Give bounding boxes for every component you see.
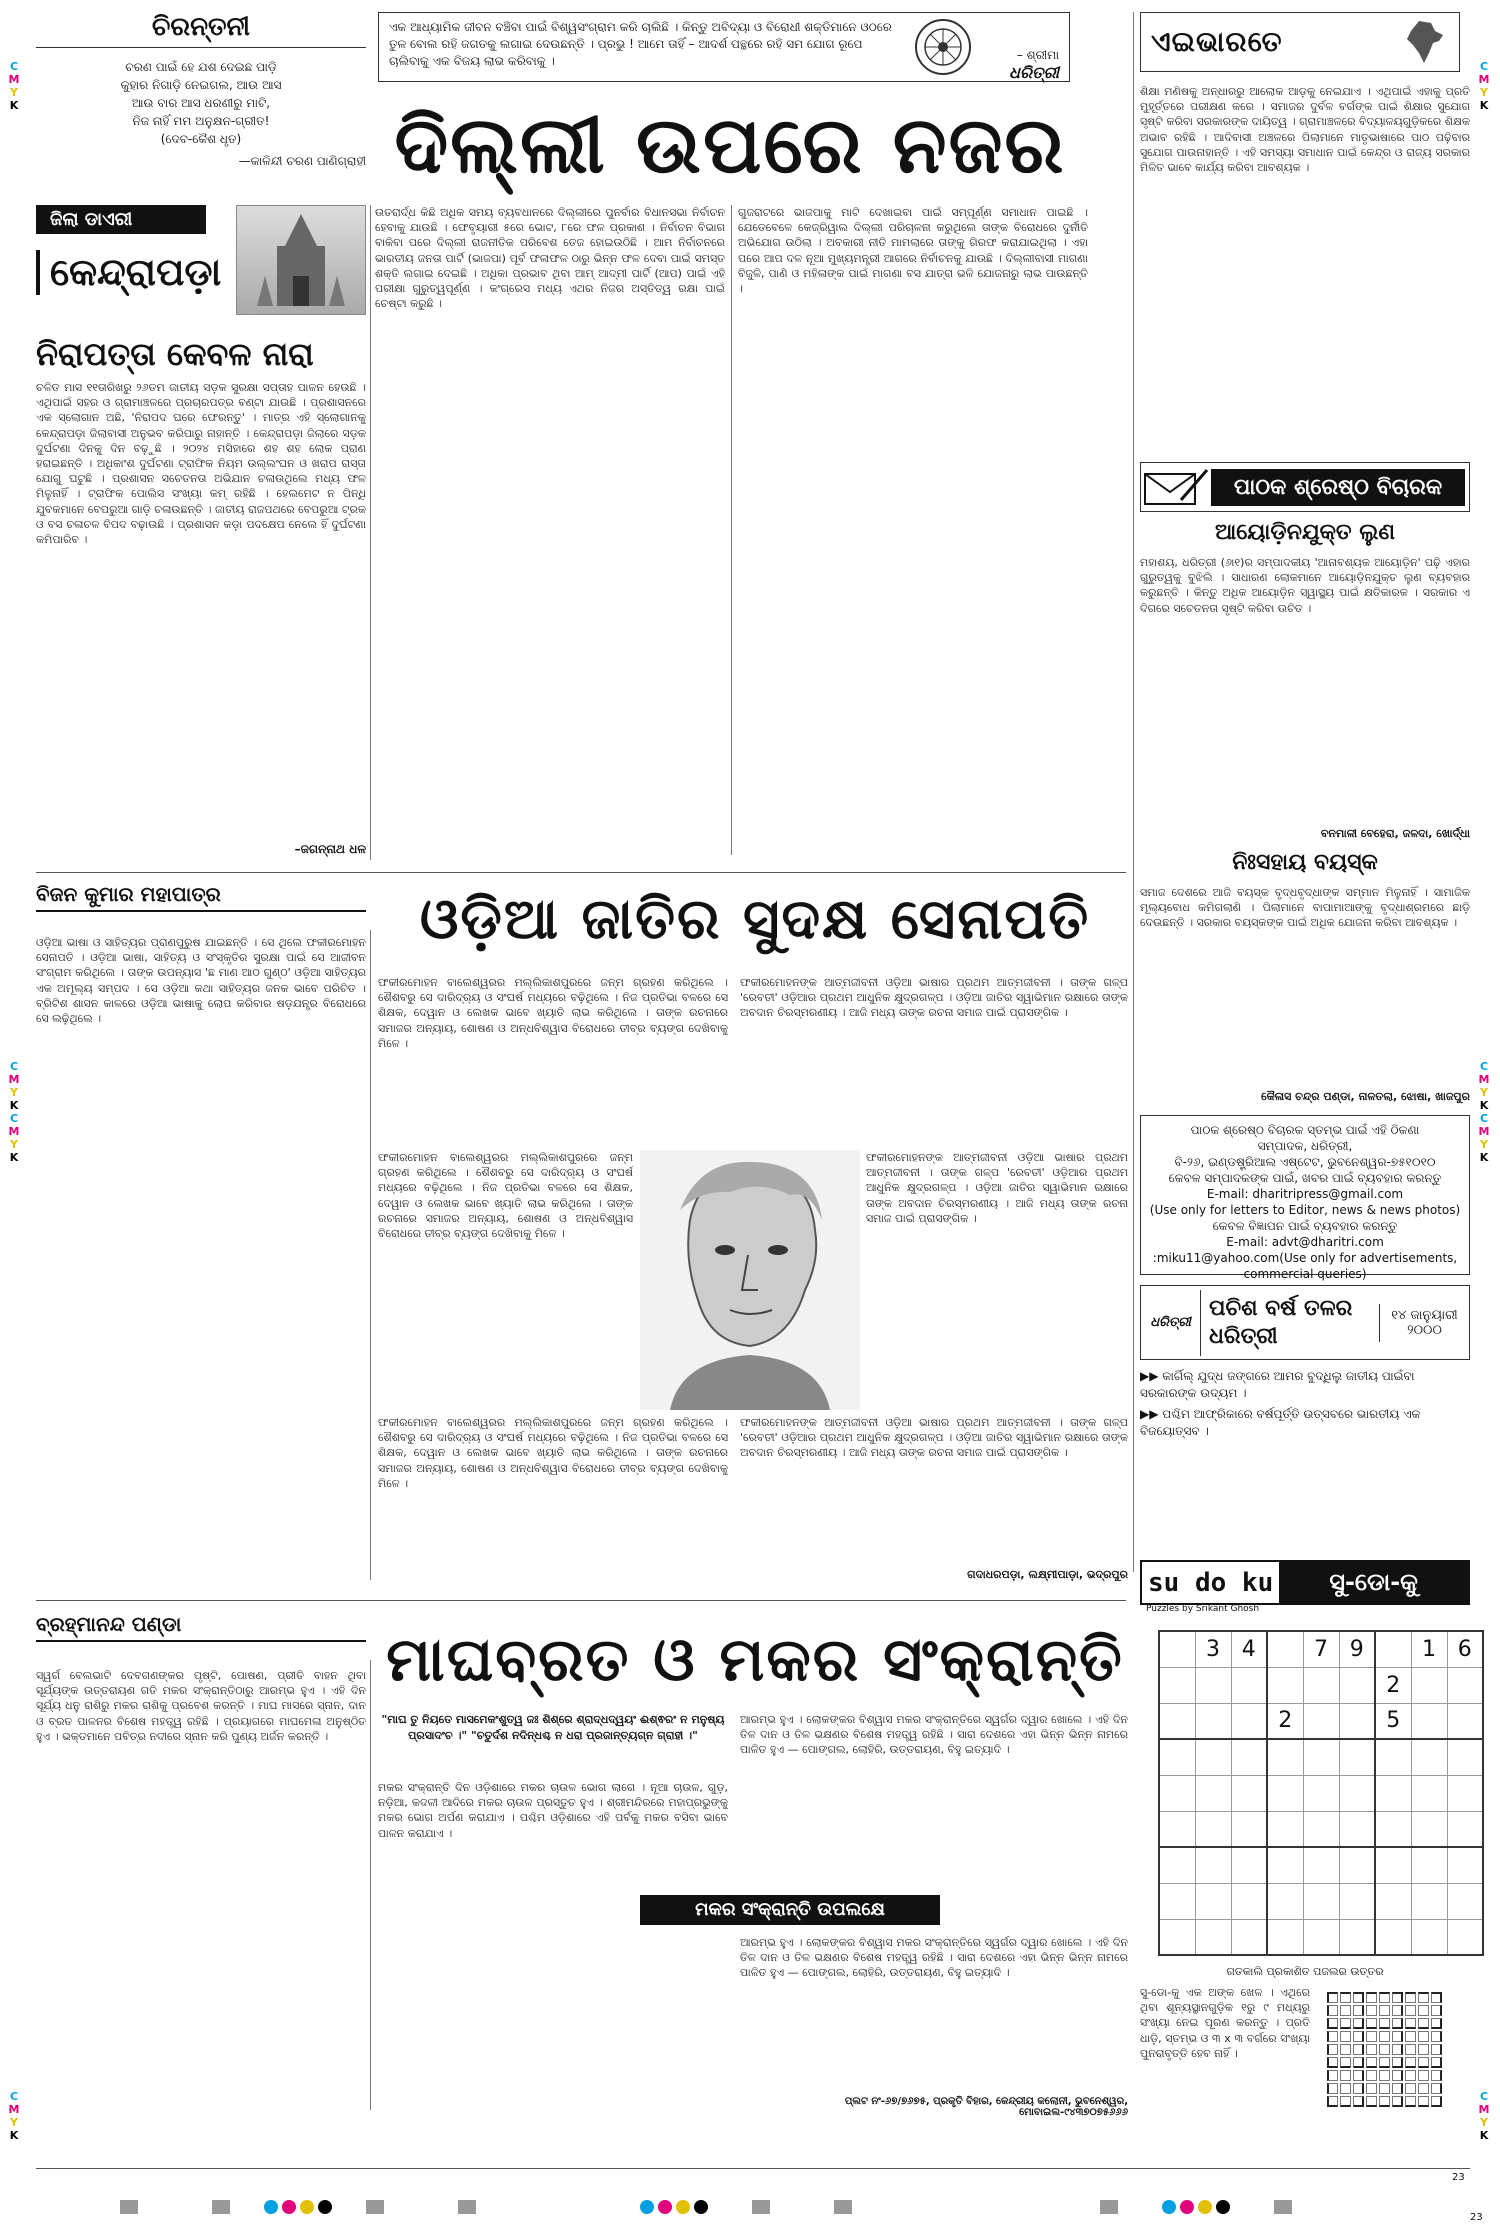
quote-author: – ଶ୍ରୀମା — [1016, 48, 1059, 62]
pachisa-label: ପଚିଶ ବର୍ଷ ତଳର ଧରିତ୍ରୀ — [1209, 1295, 1353, 1349]
senapati-body-2b: ଫକୀରମୋହନ ବାଲେଶ୍ୱରର ମଲ୍ଲିକାଶପୁରରେ ଜନ୍ମ ଗ୍ରହଣ କରିଥିଲେ । ଶୈଶବରୁ ସେ ଦାରିଦ୍ର୍ୟ ଓ ସଂଘର୍ଷ ମଧ୍ୟରେ ବଢ଼ିଥିଲେ । ନିଜ ପ୍ରତିଭା ବଳରେ ସେ ଶିକ୍ଷକ, ଦେୱାନ ଓ ଲେଖକ ଭାବେ ଖ୍ୟାତି ଲାଭ କରିଥିଲେ । ତାଙ୍କ ରଚନାରେ ସମାଜର ଅନ୍ୟାୟ, ଶୋଷଣ ଓ ଅନ୍ଧବିଶ୍ୱାସ ବିରୋଧରେ ତୀବ୍ର ବ୍ୟଙ୍ଗ ଦେଖିବାକୁ ମିଳେ । — [378, 1151, 633, 1241]
solution-cell — [1418, 2005, 1429, 2016]
solution-cell — [1392, 2070, 1403, 2081]
sudoku-cell[interactable] — [1339, 1667, 1375, 1703]
solution-cell — [1327, 2096, 1338, 2107]
sudoku-cell[interactable] — [1231, 1883, 1267, 1919]
solution-cell — [1392, 2057, 1403, 2068]
solution-cell — [1327, 2070, 1338, 2081]
registration-marks-right-bottom: C M Y K — [1478, 2090, 1490, 2142]
solution-cell — [1340, 2018, 1351, 2029]
contact-line: ବି-୨୬, ଇଣ୍ଡଷ୍ଟ୍ରିଆଲ ଏଷ୍ଟେଟ, ଭୁବନେଶ୍ୱର-୭୫୧୦୧୦ — [1174, 1155, 1436, 1169]
page-number: 23 — [1452, 2172, 1465, 2183]
solution-cell — [1431, 2057, 1442, 2068]
sudoku-cell[interactable] — [1267, 1883, 1303, 1919]
jilla-body: ଚଳିତ ମାସ ୧୧ତାରିଖରୁ ୨୬ତମ ଜାତୀୟ ସଡ଼କ ସୁରକ୍ଷା ସପ୍ତାହ ପାଳନ ହେଉଛି । ଏଥିପାଇଁ ସହର ଓ ଗ୍ରାମାଞ୍ଚଳରେ ପ୍ରଚାରପତ୍ର ବଣ୍ଟା ଯାଉଛି । ପ୍ରଶାସନରେ ଏକ ସ୍ଲୋଗାନ ଅଛି, 'ନିରାପଦ ଘରେ ଫେରନ୍ତୁ' । ମାତ୍ର ଏହି ସ୍ଲୋଗାନକୁ କେନ୍ଦ୍ରାପଡ଼ା ଜିଲାବାସୀ ଅନୁଭବ କରିପାରୁ ନାହାନ୍ତି । କେନ୍ଦ୍ରାପଡ଼ା ଜିଲାରେ ସଡ଼କ ଦୁର୍ଘଟଣା ଦିନକୁ ଦିନ ବଢ଼ୁଛି । ୨୦୨୪ ମସିହାରେ ଶହ ଶହ ଲୋକ ପ୍ରାଣ ହରାଇଛନ୍ତି । ଅଧିକାଂଶ ଦୁର୍ଘଟଣା ଟ୍ରାଫିକ ନିୟମ ଉଲ୍ଲଂଘନ ଓ ଖରାପ ରାସ୍ତା ଯୋଗୁ ଘଟୁଛି । ପ୍ରଶାସନ ସଚେତନତା ଅଭିଯାନ ଚଳାଉଥିଲେ ମଧ୍ୟ ଫଳ ମିଳୁନାହିଁ । ଟ୍ରାଫିକ ପୋଲିସ ସଂଖ୍ୟା କମ୍ ରହିଛି । ହେଲମେଟ ନ ପିନ୍ଧି ଯୁବକମାନେ ବେପରୁଆ ଗାଡ଼ି ଚଳାଉଛନ୍ତି । ଜାତୀୟ ରାଜପଥରେ ବେପରୁଆ ଟ୍ରକ ଓ ବସ ଚଳାଚଳ ବିପଦ ବଢ଼ାଉଛି । ପ୍ରଶାସନ କଡ଼ା ପଦକ୍ଷେପ ନେଲେ ହିଁ ଦୁର୍ଘଟଣା କମିପାରିବ । — [36, 381, 366, 547]
contact-line: ସମ୍ପାଦକ, ଧରିତ୍ରୀ, — [1257, 1139, 1353, 1153]
sudoku-cell[interactable] — [1267, 1811, 1303, 1847]
sudoku-logo: su do ku — [1148, 1567, 1274, 1598]
solution-cell — [1392, 2083, 1403, 2094]
solution-cell — [1379, 2057, 1390, 2068]
sudoku-cell[interactable] — [1339, 1739, 1375, 1775]
solution-cell — [1353, 2044, 1364, 2055]
sudoku-cell[interactable] — [1231, 1811, 1267, 1847]
registration-marks-left-mid: C M Y K C M Y K — [8, 1060, 20, 1164]
solution-cell — [1340, 1992, 1351, 2003]
sudoku-cell[interactable] — [1195, 1775, 1231, 1811]
pachisa-item: ▶▶ କାର୍ଗିଲ୍ ଯୁଦ୍ଧ ଜଙ୍ଗରେ ଆମର ବୁଦ୍ଧିଲୁ ଜାତୀୟ ପାଇଁବା ସରକାରଙ୍କ ଉଦ୍ୟମ । — [1140, 1369, 1415, 1400]
senapati-body-2: ଫକୀରମୋହନ ବାଲେଶ୍ୱରର ମଲ୍ଲିକାଶପୁରରେ ଜନ୍ମ ଗ୍ରହଣ କରିଥିଲେ । ଶୈଶବରୁ ସେ ଦାରିଦ୍ର୍ୟ ଓ ସଂଘର୍ଷ ମଧ୍ୟରେ ବଢ଼ିଥିଲେ । ନିଜ ପ୍ରତିଭା ବଳରେ ସେ ଶିକ୍ଷକ, ଦେୱାନ ଓ ଲେଖକ ଭାବେ ଖ୍ୟାତି ଲାଭ କରିଥିଲେ । ତାଙ୍କ ରଚନାରେ ସମାଜର ଅନ୍ୟାୟ, ଶୋଷଣ ଓ ଅନ୍ଧବିଶ୍ୱାସ ବିରୋଧରେ ତୀବ୍ର ବ୍ୟଙ୍ଗ ଦେଖିବାକୁ ମିଳେ । — [378, 976, 728, 1050]
solution-cell — [1418, 2057, 1429, 2068]
sudoku-cell[interactable] — [1447, 1667, 1483, 1703]
sudoku-cell[interactable] — [1375, 1847, 1411, 1883]
solution-cell — [1392, 2005, 1403, 2016]
chakra-icon — [915, 19, 971, 75]
contact-line: (Use only for letters to Editor, news & news photos) — [1149, 1203, 1461, 1217]
senapati-body-2c: ଫକୀରମୋହନ ବାଲେଶ୍ୱରର ମଲ୍ଲିକାଶପୁରରେ ଜନ୍ମ ଗ୍ରହଣ କରିଥିଲେ । ଶୈଶବରୁ ସେ ଦାରିଦ୍ର୍ୟ ଓ ସଂଘର୍ଷ ମଧ୍ୟରେ ବଢ଼ିଥିଲେ । ନିଜ ପ୍ରତିଭା ବଳରେ ସେ ଶିକ୍ଷକ, ଦେୱାନ ଓ ଲେଖକ ଭାବେ ଖ୍ୟାତି ଲାଭ କରିଥିଲେ । ତାଙ୍କ ରଚନାରେ ସମାଜର ଅନ୍ୟାୟ, ଶୋଷଣ ଓ ଅନ୍ଧବିଶ୍ୱାସ ବିରୋଧରେ ତୀବ୍ର ବ୍ୟଙ୍ଗ ଦେଖିବାକୁ ମିଳେ । — [378, 1416, 728, 1490]
sudoku-cell[interactable] — [1339, 1775, 1375, 1811]
chirantani-box — [36, 12, 366, 190]
sudoku-solution-grid — [1325, 1990, 1444, 2109]
sudoku-cell[interactable] — [1159, 1775, 1195, 1811]
contact-line: E-mail: dharitripress@gmail.com — [1206, 1187, 1404, 1201]
solution-cell — [1431, 2018, 1442, 2029]
temple-photo — [236, 205, 366, 315]
sudoku-cell[interactable] — [1159, 1703, 1195, 1739]
envelope-pen-icon — [1141, 466, 1211, 508]
sudoku-cell[interactable] — [1159, 1631, 1195, 1667]
sudoku-cell[interactable] — [1267, 1631, 1303, 1667]
pachisa-date: ୧୪ ଜାନୁୟାରୀ ୨୦୦୦ — [1379, 1304, 1469, 1342]
chirantani-poem — [36, 58, 366, 148]
chirantani-line: ଚରଣ ପାଇଁ ହେ ଯଶ ଦେଇଛ ପାଡ଼ି — [125, 60, 277, 74]
sudoku-cell[interactable] — [1231, 1739, 1267, 1775]
magha-headline: ମାଘବ୍ରତ ଓ ମକର ସଂକ୍ରାନ୍ତି — [386, 1625, 1124, 1695]
color-bar-center — [640, 2200, 856, 2214]
solution-cell — [1392, 2044, 1403, 2055]
sudoku-cell[interactable] — [1231, 1919, 1267, 1955]
sudoku-cell[interactable] — [1303, 1847, 1339, 1883]
letter2-title: ନିଃସହାୟ ବୟସ୍କ — [1232, 850, 1378, 875]
solution-cell — [1340, 2057, 1351, 2068]
solution-cell — [1379, 2005, 1390, 2016]
solution-cell — [1366, 2031, 1377, 2042]
senapati-body-3: ଫକୀରମୋହନଙ୍କ ଆତ୍ମଜୀବନୀ ଓଡ଼ିଆ ଭାଷାର ପ୍ରଥମ ଆତ୍ମଜୀବନୀ । ତାଙ୍କ ଗଳ୍ପ 'ରେବତୀ' ଓଡ଼ିଆର ପ୍ରଥମ ଆଧୁନିକ କ୍ଷୁଦ୍ରଗଳ୍ପ । ଓଡ଼ିଆ ଜାତିର ସ୍ୱାଭିମାନ ରକ୍ଷାରେ ତାଙ୍କ ଅବଦାନ ଚିରସ୍ମରଣୀୟ । ଆଜି ମଧ୍ୟ ତାଙ୍କ ରଚନା ସମାଜ ପାଇଁ ପ୍ରାସଙ୍ଗିକ । — [740, 976, 1128, 1020]
sudoku-cell[interactable] — [1303, 1775, 1339, 1811]
solution-cell — [1418, 2044, 1429, 2055]
solution-cell — [1366, 2070, 1377, 2081]
india-map-icon — [1399, 17, 1449, 67]
solution-cell — [1340, 2070, 1351, 2081]
solution-cell — [1392, 1992, 1403, 2003]
magha-author: ବ୍ରହ୍ମାନନ୍ଦ ପଣ୍ଡା — [36, 1612, 366, 1642]
sudoku-cell[interactable] — [1447, 1703, 1483, 1739]
sudoku-cell[interactable] — [1303, 1739, 1339, 1775]
right-lead-text: ଶିକ୍ଷା ମଣିଷକୁ ଅନ୍ଧାରରୁ ଆଲୋକ ଆଡ଼କୁ ନେଇଯାଏ । ଏଥିପାଇଁ ଏହାକୁ ପ୍ରତି ମୁହୂର୍ତ୍ତରେ ପରୀକ୍ଷଣ କରେ । ସମାଜର ଦୁର୍ବଳ ବର୍ଗଙ୍କ ପାଇଁ ଶିକ୍ଷାର ସୁଯୋଗ ସୃଷ୍ଟି କରିବା ସରକାରଙ୍କ ଦାୟିତ୍ୱ । ଗ୍ରାମାଞ୍ଚଳରେ ବିଦ୍ୟାଳୟଗୁଡ଼ିକରେ ଶିକ୍ଷକ ଅଭାବ ରହିଛି । ଆଦିବାସୀ ଅଞ୍ଚଳରେ ପିଲାମାନେ ମାତୃଭାଷାରେ ପାଠ ପଢ଼ିବାର ସୁଯୋଗ ପାଉନାହାନ୍ତି । ଏହି ସମସ୍ୟା ସମାଧାନ ପାଇଁ କେନ୍ଦ୍ର ଓ ରାଜ୍ୟ ସରକାର ମିଳିତ ଭାବେ କାର୍ଯ୍ୟ କରିବା ଆବଶ୍ୟକ । — [1140, 85, 1470, 175]
chirantani-title: ଚିରନ୍ତନୀ — [36, 12, 366, 48]
letter2-author: କୈଳାସ ଚନ୍ଦ୍ର ପଣ୍ଡା, ନାଳତଲା, ଝୋଷା, ଖାଜପୁର — [1261, 1090, 1470, 1103]
solution-cell — [1418, 2018, 1429, 2029]
sudoku-cell[interactable] — [1159, 1811, 1195, 1847]
solution-cell — [1353, 2031, 1364, 2042]
solution-cell — [1431, 2031, 1442, 2042]
sudoku-cell[interactable] — [1411, 1775, 1447, 1811]
sudoku-cell[interactable] — [1447, 1883, 1483, 1919]
magha-body-3: ଆରମ୍ଭ ହୁଏ । ଲୋକଙ୍କର ବିଶ୍ୱାସ ମକର ସଂକ୍ରାନ୍ତିରେ ସ୍ୱର୍ଗର ଦ୍ୱାର ଖୋଲେ । ଏହି ଦିନ ତିଳ ଦାନ ଓ ତିଳ ଭକ୍ଷଣର ବିଶେଷ ମହତ୍ତ୍ୱ ରହିଛି । ସାରା ଦେଶରେ ଏହା ଭିନ୍ନ ଭିନ୍ନ ନାମରେ ପାଳିତ ହୁଏ — ପୋଙ୍ଗଲ, ଲୋହିରି, ଉତ୍ତରାୟଣ, ବିହୁ ଇତ୍ୟାଦି । — [740, 1713, 1128, 1757]
sudoku-cell[interactable] — [1267, 1847, 1303, 1883]
letter1-author: ବନମାଳୀ ବେହେରା, ଜଳଦା, ଖୋର୍ଦ୍ଧା — [1320, 827, 1470, 840]
contact-line: :miku11@yahoo.com(Use only for advertisements, commercial queries) — [1152, 1251, 1458, 1281]
ejbharat-logo-box — [1140, 12, 1460, 72]
sudoku-answer-note: ଗତକାଲି ପ୍ରକାଶିତ ପଜଲର ଉତ୍ତର — [1226, 1965, 1384, 1978]
contact-line: କେବଳ ବିଜ୍ଞାପନ ପାଇଁ ବ୍ୟବହାର କରନ୍ତୁ — [1212, 1219, 1398, 1233]
sudoku-cell[interactable] — [1159, 1883, 1195, 1919]
sudoku-header — [1140, 1560, 1470, 1605]
chirantani-line: (ଦେବ-କୈଶ ଧୃତ) — [160, 132, 242, 146]
sudoku-cell[interactable] — [1267, 1775, 1303, 1811]
solution-cell — [1392, 2031, 1403, 2042]
sudoku-cell[interactable] — [1195, 1847, 1231, 1883]
solution-cell — [1405, 2057, 1416, 2068]
sudoku-cell[interactable] — [1339, 1811, 1375, 1847]
sudoku-cell[interactable] — [1231, 1703, 1267, 1739]
lead-column-2: ଗୁଜରାଟରେ ଭାଜପାକୁ ମାଟି ଦେଖାଇବା ପାଇଁ ସମ୍ପୂର୍ଣ୍ଣ ସମାଧାନ ପାଇଛି । ଯେତେବେଳେ କେଜ୍ରିୱାଲ ଦିଲ୍ଲୀ ପରିଚାଳନା କରୁଥିଲେ ତାଙ୍କ ବିରୋଧରେ ଦୁର୍ନୀତି ଅଭିଯୋଗ ଉଠିଲା । ଅବକାରୀ ନୀତି ମାମଲାରେ ତାଙ୍କୁ ଗିରଫ କରାଯାଇଥିଲା । ଏହା ପରେ ଆପ ଦଳ ନୂଆ ମୁଖ୍ୟମନ୍ତ୍ରୀ ଆଗରେ ନିର୍ବାଚନକୁ ଯାଉଛି । ଦିଲ୍ଲୀବାସୀ ମାଗଣା ବିଜୁଳି, ପାଣି ଓ ମହିଳାଙ୍କ ପାଇଁ ମାଗଣା ବସ ଯାତ୍ରା ଭଳି ଯୋଜନାରୁ ଲାଭ ପାଉଛନ୍ତି । — [738, 206, 1088, 296]
solution-cell — [1353, 2096, 1364, 2107]
registration-marks-right-mid: C M Y K C M Y K — [1478, 1060, 1490, 1164]
sudoku-cell[interactable]: 6 — [1447, 1631, 1483, 1667]
dharitri-small-logo: ଧରିତ୍ରୀ — [1009, 63, 1059, 82]
solution-cell — [1353, 1992, 1364, 2003]
sudoku-cell[interactable] — [1447, 1775, 1483, 1811]
district-name: କେନ୍ଦ୍ରାପଡ଼ା — [36, 250, 366, 295]
sudoku-cell[interactable]: 4 — [1231, 1631, 1267, 1667]
registration-marks-left-top: C M Y K — [8, 60, 20, 112]
sudoku-cell[interactable] — [1231, 1847, 1267, 1883]
solution-cell — [1340, 2096, 1351, 2107]
sudoku-instructions: ସୁ-ଡୋ-କୁ ଏକ ଅଙ୍କ ଖେଳ । ଏଥିରେ ଥିବା ଶୂନ୍ୟସ୍ଥାନଗୁଡ଼ିକ ୧ରୁ ୯ ମଧ୍ୟରୁ ସଂଖ୍ୟା ନେଇ ପୂରଣ କରନ୍ତୁ । ପ୍ରତି ଧାଡ଼ି, ସ୍ତମ୍ଭ ଓ ୩ x ୩ ବର୍ଗରେ ସଂଖ୍ୟା ପୁନରାବୃତ୍ତି ହେବ ନାହିଁ । — [1140, 1986, 1310, 2060]
magha-body-2: ମକର ସଂକ୍ରାନ୍ତି ଦିନ ଓଡ଼ିଶାରେ ମକର ଚାଉଳ ଭୋଗ ଲାଗେ । ନୂଆ ଚାଉଳ, ଗୁଡ଼, ନଡ଼ିଆ, କଦଳୀ ଆଦିରେ ମକର ଚାଉଳ ପ୍ରସ୍ତୁତ ହୁଏ । ଶ୍ରୀମନ୍ଦିରରେ ମହାପ୍ରଭୁଙ୍କୁ ମକର ଭୋଗ ଅର୍ପଣ କରାଯାଏ । ପଶ୍ଚିମ ଓଡ଼ିଶାରେ ଏହି ପର୍ବକୁ ମକର ବସିବା ଭାବେ ପାଳନ କରାଯାଏ । — [378, 1781, 728, 1840]
sudoku-cell[interactable] — [1339, 1703, 1375, 1739]
sudoku-cell[interactable]: 7 — [1303, 1631, 1339, 1667]
color-bar-right — [1100, 2200, 1296, 2214]
sudoku-cell[interactable] — [1447, 1919, 1483, 1955]
solution-cell — [1379, 2083, 1390, 2094]
sudoku-cell[interactable] — [1267, 1919, 1303, 1955]
sudoku-cell[interactable]: 5 — [1375, 1703, 1411, 1739]
senapati-author: ବିଜନ କୁମାର ମହାପାତ୍ର — [36, 882, 366, 912]
sudoku-cell[interactable] — [1159, 1919, 1195, 1955]
pachisa-items — [1140, 1368, 1470, 1444]
sudoku-cell[interactable] — [1303, 1667, 1339, 1703]
solution-cell — [1353, 2070, 1364, 2081]
sudoku-cell[interactable] — [1339, 1847, 1375, 1883]
lead-column-1: ଉତରାର୍ଦ୍ଧ କିଛି ଅଧିକ ସମୟ ବ୍ୟବଧାନରେ ଦିଲ୍ଲୀରେ ପୁନର୍ବାର ବିଧାନସଭା ନିର୍ବାଚନ ହେବାକୁ ଯାଉଛି । ଫେବୃୟାରୀ ୫ରେ ଭୋଟ, ୮ରେ ଫଳ ପ୍ରକାଶ । ନିର୍ବାଚନ ବିଭାଗ ବାକିବା ପରେ ଦିଲ୍ଲୀ ରାଜନୀତିକ ପରିବେଶ ତେଜ ହୋଇଉଠିଛି । ଆମ ନିର୍ବାଚନରେ ଭାରତୀୟ ଜନତା ପାର୍ଟି (ଭାଜପା) ପୂର୍ବ ଫଳାଫଳ ଠାରୁ ଭିନ୍ନ ଫଳ ଦେବା ପାଇଁ ସମସ୍ତ ଶକ୍ତି ଲଗାଇ ଦେଇଛି । ଅଧିକା ପ୍ରଭାବ ଥିବା ଆମ୍ ଆଦ୍ମୀ ପାର୍ଟି (ଆପ) ପାଇଁ ଏହି ପରୀକ୍ଷା ଗୁରୁତ୍ୱପୂର୍ଣ୍ଣ । କଂଗ୍ରେସ ମଧ୍ୟ ଏଥର ନିଜର ଅସ୍ତିତ୍ୱ ରକ୍ଷା ପାଇଁ ଚେଷ୍ଟା କରୁଛି । — [375, 206, 725, 311]
solution-cell — [1418, 2083, 1429, 2094]
sudoku-cell[interactable] — [1411, 1739, 1447, 1775]
sudoku-cell[interactable] — [1411, 1919, 1447, 1955]
magha-quote: "ମାଘ ତୁ ନିୟତେ ମାସମେକଂଶୁତ୍ୱ ଜଃ ଶିଶ୍ରେ ଶ୍ରାଦ୍ଧଦ୍ୱୟଂ ଈଶ୍ଵରଂ ନ ମନୁଷ୍ୟ ପ୍ରସାଦଂଚ ।" "ଚତୁର୍ଦଶ ନଦିନ୍ଧଶ୍ଚ ନ ଧରା ପ୍ରଜାନ୍ତ୍ୟଗ୍ନ ଗ୍ରାହୀ ।" — [381, 1713, 725, 1742]
solution-cell — [1405, 2096, 1416, 2107]
solution-cell — [1379, 2096, 1390, 2107]
sudoku-cell[interactable] — [1303, 1703, 1339, 1739]
quote-text: ଏକ ଆଧ୍ୟାମିକ ଜୀବନ ବଞ୍ଚିବା ପାଇଁ ବିଶ୍ୱସଂଗ୍ରାମ କରି ଚାଲିଛି । କିନ୍ତୁ ଅବିଦ୍ୟା ଓ ବିରୋଧୀ ଶକ୍ତିମାନେ ଓଠରେ ତୁଳ ବୋଲ ରହି ଜଗତକୁ ଲଗାଇ ଦେଉଛନ୍ତି । ପ୍ରଭୁ ! ଆମେ ତାହିଁ – ଆଦର୍ଶ ପନ୍ଥରେ ରହି ସମ ଯୋଗ ରୂପେ ଚାଲିବାକୁ ଏକ ବିଜୟ ଲାଭ କରିବାକୁ । — [389, 20, 892, 68]
ejbharat-logo: ଏଇଭାରତେ — [1151, 25, 1283, 58]
sudoku-cell[interactable] — [1447, 1847, 1483, 1883]
sudoku-cell[interactable] — [1375, 1883, 1411, 1919]
solution-cell — [1327, 2005, 1338, 2016]
chirantani-line: ଆଉ ବାର ଆସ ଧରଣୀରୁ ମାଟି, — [131, 96, 271, 110]
sudoku-cell[interactable] — [1195, 1919, 1231, 1955]
sudoku-cell[interactable] — [1375, 1811, 1411, 1847]
solution-cell — [1405, 2018, 1416, 2029]
contact-line: ପାଠକ ଶ୍ରେଷ୍ଠ ବିଚାରକ ସ୍ତମ୍ଭ ପାଇଁ ଏହି ଠିକଣା — [1190, 1123, 1420, 1137]
sudoku-cell[interactable]: 1 — [1411, 1631, 1447, 1667]
sudoku-cell[interactable] — [1339, 1883, 1375, 1919]
sudoku-cell[interactable] — [1411, 1703, 1447, 1739]
sudoku-cell[interactable] — [1195, 1667, 1231, 1703]
sudoku-cell[interactable] — [1195, 1703, 1231, 1739]
sudoku-cell[interactable]: 9 — [1339, 1631, 1375, 1667]
sudoku-cell[interactable] — [1375, 1775, 1411, 1811]
solution-cell — [1405, 2070, 1416, 2081]
sudoku-cell[interactable] — [1231, 1775, 1267, 1811]
chirantani-line: ନିଜ ନାହିଁ ମମ ଅନୁକ୍ଷନ-ଗ୍ରୀତ! — [132, 114, 270, 128]
solution-cell — [1405, 2005, 1416, 2016]
solution-cell — [1431, 2083, 1442, 2094]
magha-banner: ମକର ସଂକ୍ରାନ୍ତି ଉପଲକ୍ଷେ — [640, 1895, 940, 1925]
solution-cell — [1353, 2057, 1364, 2068]
sudoku-cell[interactable] — [1159, 1847, 1195, 1883]
solution-cell — [1379, 2070, 1390, 2081]
contact-line: E-mail: advt@dharitri.com — [1226, 1235, 1384, 1249]
solution-cell — [1366, 2096, 1377, 2107]
sudoku-cell[interactable] — [1339, 1919, 1375, 1955]
pathaka-header — [1140, 462, 1470, 512]
sudoku-cell[interactable] — [1411, 1883, 1447, 1919]
solution-cell — [1366, 1992, 1377, 2003]
senapati-headline: ଓଡ଼ିଆ ଜାତିର ସୁଦକ୍ଷ ସେନାପତି — [419, 887, 1091, 952]
sudoku-cell[interactable] — [1231, 1667, 1267, 1703]
chirantani-author: —କାଳିନ୍ଦୀ ଚରଣ ପାଣିଗ୍ରାହୀ — [238, 154, 366, 168]
solution-cell — [1392, 2096, 1403, 2107]
solution-cell — [1366, 2005, 1377, 2016]
solution-cell — [1340, 2005, 1351, 2016]
solution-cell — [1392, 2018, 1403, 2029]
solution-cell — [1327, 2083, 1338, 2094]
senapati-body-1: ଓଡ଼ିଆ ଭାଷା ଓ ସାହିତ୍ୟର ପ୍ରାଣପୁରୁଷ ଯାଇଛନ୍ତି । ସେ ଥିଲେ ଫକୀରମୋହନ ସେନାପତି । ଓଡ଼ିଆ ଭାଷା, ସାହିତ୍ୟ ଓ ସଂସ୍କୃତିର ସୁରକ୍ଷା ପାଇଁ ସେ ଆଜୀବନ ସଂଗ୍ରାମ କରିଥିଲେ । ତାଙ୍କ ଉପନ୍ୟାସ 'ଛ ମାଣ ଆଠ ଗୁଣ୍ଠ' ଓଡ଼ିଆ ସାହିତ୍ୟର ଏକ ଅମୂଲ୍ୟ ସମ୍ପଦ । ସେ ଓଡ଼ିଆ କଥା ସାହିତ୍ୟର ଜନକ ଭାବେ ପରିଚିତ । ବ୍ରିଟିଶ ଶାସନ କାଳରେ ଓଡ଼ିଆ ଭାଷାକୁ ଲୋପ କରିବାର ଷଡ଼ଯନ୍ତ୍ର ବିରୋଧରେ ସେ ଲଢ଼ିଥିଲେ । — [36, 936, 366, 1026]
color-bar-left — [120, 2200, 480, 2214]
solution-cell — [1353, 2018, 1364, 2029]
solution-cell — [1405, 1992, 1416, 2003]
sudoku-cell[interactable] — [1159, 1739, 1195, 1775]
senapati-body-3c: ଫକୀରମୋହନଙ୍କ ଆତ୍ମଜୀବନୀ ଓଡ଼ିଆ ଭାଷାର ପ୍ରଥମ ଆତ୍ମଜୀବନୀ । ତାଙ୍କ ଗଳ୍ପ 'ରେବତୀ' ଓଡ଼ିଆର ପ୍ରଥମ ଆଧୁନିକ କ୍ଷୁଦ୍ରଗଳ୍ପ । ଓଡ଼ିଆ ଜାତିର ସ୍ୱାଭିମାନ ରକ୍ଷାରେ ତାଙ୍କ ଅବଦାନ ଚିରସ୍ମରଣୀୟ । ଆଜି ମଧ୍ୟ ତାଙ୍କ ରଚନା ସମାଜ ପାଇଁ ପ୍ରାସଙ୍ଗିକ । — [740, 1416, 1128, 1460]
magha-body-1: ସ୍ୱର୍ଗ ବେଲଭାଟି ଦେବଗଣଙ୍କର ପୃଷ୍ଟି, ପୋଷଣ, ପ୍ରୀତି ବାହନ ଥିବା ସୂର୍ଯ୍ୟଙ୍କ ଉତ୍ତରାୟଣ ଗତି ମକର ସଂକ୍ରାନ୍ତିଠାରୁ ଆରମ୍ଭ ହୁଏ । ଏହି ଦିନ ସୂର୍ଯ୍ୟ ଧନୁ ରାଶିରୁ ମକର ରାଶିକୁ ପ୍ରବେଶ କରନ୍ତି । ମାଘ ମାସରେ ସ୍ନାନ, ଦାନ ଓ ବ୍ରତ ପାଳନର ବିଶେଷ ମହତ୍ତ୍ୱ ରହିଛି । ପ୍ରୟାଗରେ ମାଘମେଳା ଅନୁଷ୍ଠିତ ହୁଏ । ଭକ୍ତମାନେ ପବିତ୍ର ନଦୀରେ ସ୍ନାନ କରି ପୁଣ୍ୟ ଅର୍ଜନ କରନ୍ତି । — [36, 1669, 366, 1743]
solution-cell — [1431, 2044, 1442, 2055]
sudoku-cell[interactable] — [1447, 1811, 1483, 1847]
solution-cell — [1353, 2005, 1364, 2016]
solution-cell — [1379, 2018, 1390, 2029]
solution-cell — [1327, 2057, 1338, 2068]
solution-cell — [1379, 1992, 1390, 2003]
solution-cell — [1418, 2070, 1429, 2081]
magha-body-3b: ଆରମ୍ଭ ହୁଏ । ଲୋକଙ୍କର ବିଶ୍ୱାସ ମକର ସଂକ୍ରାନ୍ତିରେ ସ୍ୱର୍ଗର ଦ୍ୱାର ଖୋଲେ । ଏହି ଦିନ ତିଳ ଦାନ ଓ ତିଳ ଭକ୍ଷଣର ବିଶେଷ ମହତ୍ତ୍ୱ ରହିଛି । ସାରା ଦେଶରେ ଏହା ଭିନ୍ନ ଭିନ୍ନ ନାମରେ ପାଳିତ ହୁଏ — ପୋଙ୍ଗଲ, ଲୋହିରି, ଉତ୍ତରାୟଣ, ବିହୁ ଇତ୍ୟାଦି । — [740, 1936, 1128, 1980]
solution-cell — [1340, 2083, 1351, 2094]
solution-cell — [1327, 1992, 1338, 2003]
jilla-author: –ଜଗନ୍ନାଥ ଧଳ — [294, 842, 366, 856]
magha-author-tag: ପ୍ଲଟ ନଂ-୬୭/୭୬୭୫, ପ୍ରକୃତି ବିହାର, କେନ୍ଦ୍ରୀୟ କଲୋନୀ, ଭୁବନେଶ୍ୱର, ମୋବାଇଲ-୯୪୩୭୦୭୫୬୬୬ — [844, 2096, 1128, 2118]
sudoku-odia-title: ସୁ-ଡୋ-କୁ — [1279, 1562, 1468, 1603]
sudoku-cell[interactable] — [1411, 1667, 1447, 1703]
sudoku-cell[interactable] — [1195, 1739, 1231, 1775]
sudoku-cell[interactable]: 2 — [1267, 1703, 1303, 1739]
sudoku-cell[interactable] — [1303, 1919, 1339, 1955]
sudoku-cell[interactable] — [1411, 1847, 1447, 1883]
solution-cell — [1327, 2031, 1338, 2042]
solution-cell — [1418, 2031, 1429, 2042]
solution-cell — [1418, 2096, 1429, 2107]
pathaka-title: ପାଠକ ଶ୍ରେଷ୍ଠ ବିଚାରକ — [1211, 469, 1465, 506]
sudoku-grid[interactable] — [1158, 1630, 1484, 1956]
solution-cell — [1327, 2044, 1338, 2055]
solution-cell — [1340, 2031, 1351, 2042]
pachisa-box — [1140, 1285, 1470, 1360]
solution-cell — [1340, 2044, 1351, 2055]
solution-cell — [1405, 2044, 1416, 2055]
contact-line: କେବଳ ସମ୍ପାଦକଙ୍କ ପାଇଁ, ଖବର ପାଇଁ ବ୍ୟବହାର କରନ୍ତୁ — [1168, 1171, 1442, 1185]
solution-cell — [1379, 2031, 1390, 2042]
letter1-body: ମହାଶୟ, ଧରିତ୍ରୀ (୬ା୧)ର ସମ୍ପାଦକୀୟ 'ଆନାବଶ୍ୟକ ଆୟୋଡ଼ିନ' ପଢ଼ି ଏହାର ଗୁରୁତ୍ୱକୁ ବୁଝିଲି । ସାଧାରଣ ଲୋକମାନେ ଆୟୋଡ଼ିନଯୁକ୍ତ ଲୁଣ ବ୍ୟବହାର କରୁଛନ୍ତି । କିନ୍ତୁ ଅଧିକ ଆୟୋଡ଼ିନ ସ୍ୱାସ୍ଥ୍ୟ ପାଇଁ କ୍ଷତିକାରକ । ସରକାର ଏ ଦିଗରେ ସଚେତନତା ସୃଷ୍ଟି କରିବା ଉଚିତ । — [1140, 556, 1470, 615]
lead-headline: ଦିଲ୍ଲୀ ଉପରେ ନଜର — [394, 101, 1066, 191]
solution-cell — [1353, 2083, 1364, 2094]
registration-marks-left-bottom: C M Y K — [8, 2090, 20, 2142]
jilla-diary-header — [36, 205, 366, 335]
sudoku-cell[interactable] — [1195, 1811, 1231, 1847]
senapati-body-3b: ଫକୀରମୋହନଙ୍କ ଆତ୍ମଜୀବନୀ ଓଡ଼ିଆ ଭାଷାର ପ୍ରଥମ ଆତ୍ମଜୀବନୀ । ତାଙ୍କ ଗଳ୍ପ 'ରେବତୀ' ଓଡ଼ିଆର ପ୍ରଥମ ଆଧୁନିକ କ୍ଷୁଦ୍ରଗଳ୍ପ । ଓଡ଼ିଆ ଜାତିର ସ୍ୱାଭିମାନ ରକ୍ଷାରେ ତାଙ୍କ ଅବଦାନ ଚିରସ୍ମରଣୀୟ । ଆଜି ମଧ୍ୟ ତାଙ୍କ ରଚନା ସମାଜ ପାଇଁ ପ୍ରାସଙ୍ଗିକ । — [866, 1151, 1128, 1225]
solution-cell — [1379, 2044, 1390, 2055]
solution-cell — [1327, 2018, 1338, 2029]
solution-cell — [1431, 2070, 1442, 2081]
daily-quote-box — [378, 12, 1070, 82]
sudoku-cell[interactable] — [1375, 1919, 1411, 1955]
pachisa-item: ▶▶ ପଶ୍ଚିମ ଆଫ୍ରିକାରେ ବର୍ଷପୂର୍ତ୍ତି ଉତ୍ସବରେ ଭାରତୀୟ ଏକ ବିଜୟୋତ୍ସବ । — [1140, 1407, 1421, 1438]
solution-cell — [1431, 2096, 1442, 2107]
solution-cell — [1405, 2031, 1416, 2042]
sudoku-byline: Puzzles by Srikant Ghosh — [1146, 1604, 1260, 1614]
sudoku-cell[interactable]: 2 — [1375, 1667, 1411, 1703]
jilla-diary-label: ଜିଲା ଡାଏରୀ — [36, 205, 206, 234]
letter1-title: ଆୟୋଡ଼ିନଯୁକ୍ତ ଲୁଣ — [1214, 520, 1396, 545]
sudoku-cell[interactable] — [1303, 1811, 1339, 1847]
sudoku-cell[interactable]: 3 — [1195, 1631, 1231, 1667]
sudoku-cell[interactable] — [1159, 1667, 1195, 1703]
solution-cell — [1366, 2057, 1377, 2068]
chirantani-line: କୁହାର ନିଗାଡ଼ି ନେଇଗଲ, ଆଉ ଆସ — [120, 78, 282, 92]
fakir-mohan-portrait — [640, 1150, 860, 1410]
pachisa-logo: ଧରିତ୍ରୀ — [1141, 1290, 1201, 1356]
jilla-headline: ନିରାପତ୍ତା କେବଳ ନାରା — [36, 335, 314, 373]
sudoku-cell[interactable] — [1447, 1739, 1483, 1775]
sudoku-cell[interactable] — [1411, 1811, 1447, 1847]
solution-cell — [1366, 2018, 1377, 2029]
solution-cell — [1366, 2083, 1377, 2094]
solution-cell — [1431, 1992, 1442, 2003]
solution-cell — [1431, 2005, 1442, 2016]
page-number-bottom: 23 — [1470, 2212, 1483, 2223]
sudoku-cell[interactable] — [1267, 1739, 1303, 1775]
senapati-author-tag: ଗଦାଧରପଡ଼ା, ଲକ୍ଷ୍ମୀପାଡ଼ା, ଭଦ୍ରପୁର — [967, 1568, 1128, 1581]
contact-box — [1140, 1115, 1470, 1281]
sudoku-cell[interactable] — [1195, 1883, 1231, 1919]
solution-cell — [1418, 1992, 1429, 2003]
sudoku-cell[interactable] — [1267, 1667, 1303, 1703]
sudoku-cell[interactable] — [1375, 1631, 1411, 1667]
sudoku-cell[interactable] — [1375, 1739, 1411, 1775]
solution-cell — [1366, 2044, 1377, 2055]
letter2-body: ସମାଜ ଦେଶରେ ଆଜି ବୟସ୍କ ବୃଦ୍ଧବୃଦ୍ଧାଙ୍କ ସମ୍ମାନ ମିଳୁନାହିଁ । ସାମାଜିକ ମୂଲ୍ୟବୋଧ କମିଗଲାଣି । ପିଲାମାନେ ବାପାମାଆଙ୍କୁ ବୃଦ୍ଧାଶ୍ରମରେ ଛାଡ଼ି ଦେଉଛନ୍ତି । ସରକାର ବୟସ୍କଙ୍କ ପାଇଁ ଅଧିକ ଯୋଜନା କରିବା ଆବଶ୍ୟକ । — [1140, 886, 1470, 930]
sudoku-cell[interactable] — [1303, 1883, 1339, 1919]
solution-cell — [1405, 2083, 1416, 2094]
registration-marks-right-top: C M Y K — [1478, 60, 1490, 112]
